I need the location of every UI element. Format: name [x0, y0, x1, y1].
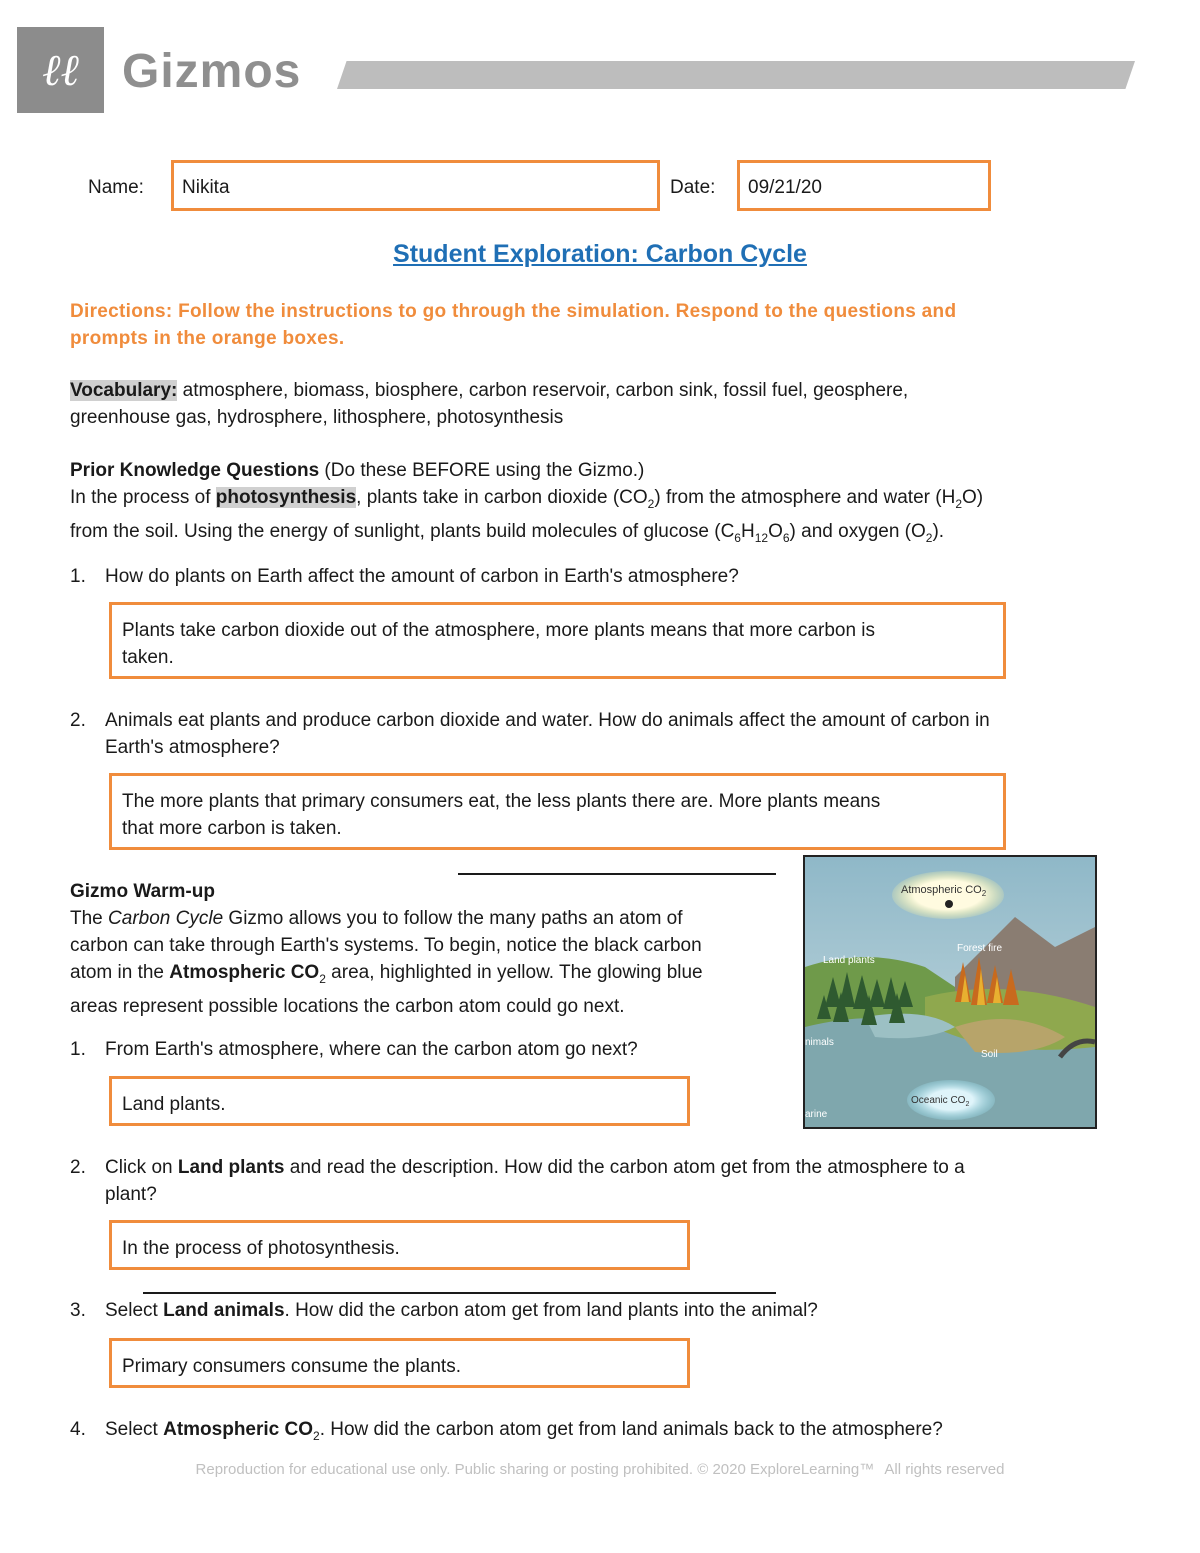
prior-knowledge: [70, 457, 1130, 552]
warmup-intro: Gizmo Warm-up The Carbon Cycle Gizmo allows you to follow the many paths an atom of carbon can take through Earth's systems. To begin, notice the black carbon atom in the Atmospheric $CO_2$ area, highlighted in yellow. The glowing blue areas represent possible locations the carbon atom could go next.: [70, 881, 703, 1017]
forest-fire-label: Forest fire: [957, 943, 1003, 954]
divider-line-1: [458, 873, 776, 875]
vocabulary-terms-1: atmosphere, biomass, biosphere, carbon reservoir, carbon sink, fossil fuel, geosphere,: [177, 380, 909, 401]
warmup-question-3: 3. Select Land animals. How did the carbon atom get from land plants into the animal?: [70, 1300, 818, 1321]
prior-question-2: 2. Animals eat plants and produce carbon dioxide and water. How do animals affect the amount of carbon in Earth's atmosphere?: [70, 710, 990, 758]
date-label: Date:: [670, 177, 716, 198]
prior-question-1: 1. How do plants on Earth affect the amount of carbon in Earth's atmosphere?: [70, 566, 739, 587]
warmup-answer-2[interactable]: In the process of photosynthesis.: [109, 1220, 690, 1270]
footer-copyright: Reproduction for educational use only. Public sharing or posting prohibited. © 2020 ExploreLearning™: [195, 1461, 875, 1478]
header-bar: [337, 61, 1135, 89]
carbon-cycle-illustration: [805, 857, 1095, 1127]
directions: [70, 298, 1110, 352]
atmospheric-co2-label: Atmospheric $CO_2$: [901, 884, 987, 898]
warmup-question-2: 2. Click on Land plants and read the description. How did the carbon atom get from the atmosphere to a plant?: [70, 1157, 965, 1205]
logo: [17, 27, 104, 113]
land-plants-label: Land plants: [823, 955, 875, 966]
footer-rights: All rights reserved: [884, 1461, 1005, 1478]
name-field[interactable]: Nikita: [171, 160, 660, 211]
prior-intro-2: from the soil. Using the energy of sunlight, plants build molecules of glucose $(C_6H_{12}O_6)$ and oxygen $(O_2)$.: [70, 520, 945, 545]
vocabulary-label: Vocabulary:: [70, 380, 178, 401]
logo-glyph: ℓℓ: [42, 44, 79, 96]
warmup-answer-1[interactable]: Land plants.: [109, 1076, 690, 1126]
carbon-cycle-figure: [803, 855, 1097, 1129]
prior-intro-1: In the process of photosynthesis, plants take in carbon dioxide $(CO_2)$ from the atmosphere and water $(H_2O)$: [70, 487, 984, 511]
divider-line-2: [143, 1292, 776, 1294]
vocabulary: [70, 377, 1130, 431]
land-animals-label: nimals: [805, 1037, 834, 1048]
soil-label: Soil: [981, 1049, 998, 1060]
directions-line-2: prompts in the orange boxes.: [70, 328, 345, 349]
page-title: Student Exploration: Carbon Cycle: [393, 240, 807, 268]
prior-answer-1[interactable]: Plants take carbon dioxide out of the atmosphere, more plants means that more carbon is taken.: [109, 602, 1006, 679]
brand-title: Gizmos: [122, 45, 302, 98]
warmup-answer-3[interactable]: Primary consumers consume the plants.: [109, 1338, 690, 1388]
prior-heading-note: (Do these BEFORE using the Gizmo.): [319, 460, 645, 481]
prior-answer-2[interactable]: The more plants that primary consumers eat, the less plants there are. More plants means that more carbon is taken.: [109, 773, 1006, 850]
oceanic-co2-label: Oceanic $CO_2$: [911, 1095, 970, 1108]
warmup-question-4: 4. Select Atmospheric $CO_2$. How did the carbon atom get from land animals back to the atmosphere?: [70, 1419, 943, 1443]
directions-line-1: Directions: Follow the instructions to go through the simulation. Respond to the questions and: [70, 301, 957, 322]
warmup-question-1: 1. From Earth's atmosphere, where can the carbon atom go next?: [70, 1039, 638, 1060]
prior-heading: Prior Knowledge Questions: [70, 460, 320, 481]
date-field[interactable]: 09/21/20: [737, 160, 991, 211]
marine-label: arine: [805, 1109, 828, 1120]
footer: [0, 1461, 1200, 1478]
warmup-heading: Gizmo Warm-up: [70, 881, 215, 902]
name-label: Name:: [88, 177, 144, 198]
vocabulary-terms-2: greenhouse gas, hydrosphere, lithosphere, photosynthesis: [70, 407, 564, 428]
photosynthesis-term: photosynthesis: [215, 487, 357, 508]
